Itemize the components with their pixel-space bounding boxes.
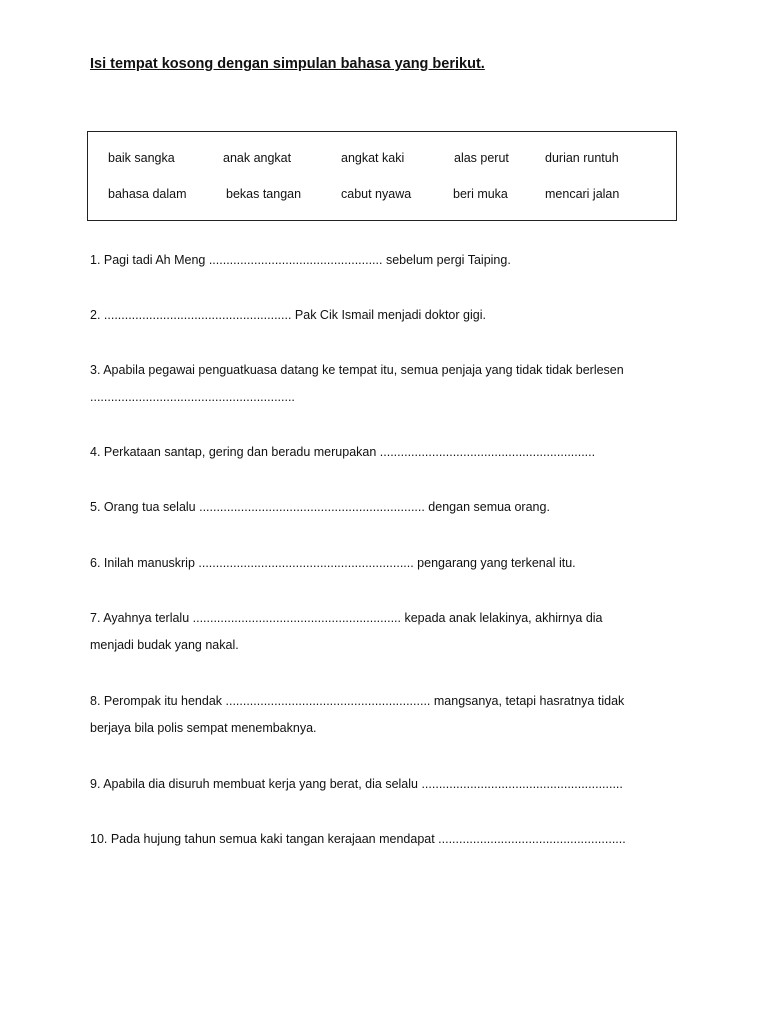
word-alas-perut: alas perut bbox=[454, 151, 509, 165]
word-beri-muka: beri muka bbox=[453, 187, 508, 201]
word-anak-angkat: anak angkat bbox=[223, 151, 292, 165]
question-8-line-2: berjaya bila polis sempat menembaknya. bbox=[90, 721, 317, 735]
question-7-line-2: menjadi budak yang nakal. bbox=[90, 638, 239, 652]
word-bank-box bbox=[87, 131, 677, 221]
word-angkat-kaki: angkat kaki bbox=[341, 151, 405, 165]
word-durian-runtuh: durian runtuh bbox=[545, 151, 619, 165]
question-3-line-1: 3. Apabila pegawai penguatkuasa datang ke tempat itu, semua penjaja yang tidak tidak berlesen bbox=[90, 363, 624, 377]
question-9: 9. Apabila dia disuruh membuat kerja yang berat, dia selalu .......................................................... bbox=[90, 777, 623, 791]
question-7-line-1: 7. Ayahnya terlalu ............................................................ kepada anak lelakinya, akhirnya dia bbox=[90, 611, 603, 625]
word-bekas-tangan: bekas tangan bbox=[226, 187, 302, 201]
question-3-line-2: ........................................................... bbox=[90, 390, 295, 404]
question-4: 4. Perkataan santap, gering dan beradu merupakan .............................................................. bbox=[90, 445, 596, 459]
question-1: 1. Pagi tadi Ah Meng .................................................. sebelum pergi Taiping. bbox=[90, 253, 511, 267]
word-mencari-jalan: mencari jalan bbox=[545, 187, 620, 201]
word-baik-sangka: baik sangka bbox=[108, 151, 175, 165]
question-5: 5. Orang tua selalu ................................................................. dengan semua orang. bbox=[90, 500, 550, 514]
question-2: 2. ...................................................... Pak Cik Ismail menjadi doktor gigi. bbox=[90, 308, 486, 322]
worksheet-title: Isi tempat kosong dengan simpulan bahasa yang berikut. bbox=[90, 56, 485, 72]
question-8-line-1: 8. Perompak itu hendak ........................................................... mangsanya, tetapi hasratnya tidak bbox=[90, 694, 625, 708]
question-6: 6. Inilah manuskrip .............................................................. pengarang yang terkenal itu. bbox=[90, 556, 576, 570]
question-10: 10. Pada hujung tahun semua kaki tangan kerajaan mendapat ...................................................... bbox=[90, 832, 626, 846]
word-bahasa-dalam: bahasa dalam bbox=[108, 187, 187, 201]
word-cabut-nyawa: cabut nyawa bbox=[341, 187, 412, 201]
